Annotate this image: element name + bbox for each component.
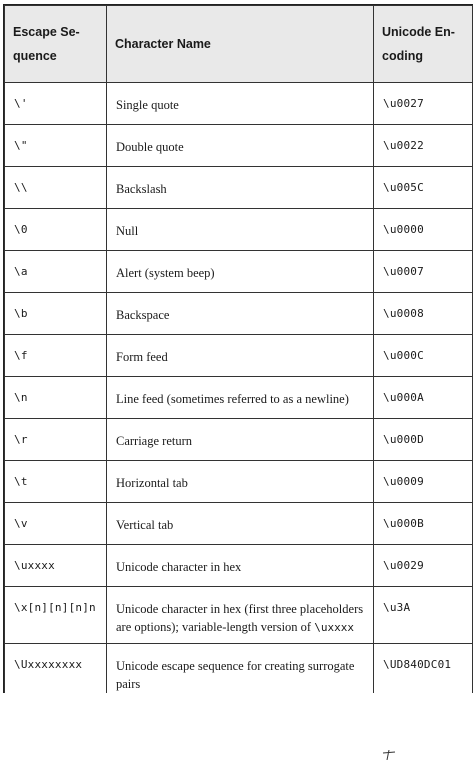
escape-cell [5,293,107,335]
unicode-cell [374,167,473,209]
unicode-cell [374,293,473,335]
character-name: Null [116,224,139,238]
escape-cell [5,503,107,545]
escape-sequence: \v [14,517,28,530]
unicode-encoding: \u0008 [383,307,424,320]
table-row [5,461,473,503]
escape-cell [5,419,107,461]
character-name: Unicode character in hex [116,560,242,574]
table-row [5,83,473,125]
escape-cell [5,125,107,167]
unicode-encoding: \u0000 [383,223,424,236]
unicode-cell [374,461,473,503]
header-escape-line2: quence [13,49,57,63]
header-unicode-encoding [374,6,473,83]
unicode-cell [374,503,473,545]
unicode-encoding: \u000D [383,433,424,446]
name-cell [107,377,374,419]
escape-cell [5,587,107,644]
escape-cell [5,461,107,503]
header-character-name [107,6,374,83]
name-cell [107,335,374,377]
header-escape-line1: Escape Se- [13,25,80,39]
escape-sequence: \r [14,433,28,446]
escape-sequence: \a [14,265,28,278]
name-cell [107,167,374,209]
character-name: Alert (system beep) [116,266,215,280]
character-name-code: \uxxxx [314,621,354,634]
character-name: Single quote [116,98,179,112]
table-row [5,335,473,377]
escape-sequence: \f [14,349,28,362]
character-name: Backspace [116,308,170,322]
header-row [5,6,473,83]
unicode-cell [374,251,473,293]
table-row [5,587,473,644]
unicode-cell [374,209,473,251]
table-row [5,377,473,419]
unicode-encoding: \u000B [383,517,424,530]
escape-cell [5,251,107,293]
escape-sequence: \uxxxx [14,559,55,572]
character-name: Carriage return [116,434,193,448]
escape-cell [5,545,107,587]
character-name: Double quote [116,140,184,154]
name-cell [107,83,374,125]
name-cell [107,644,374,694]
name-cell [107,209,374,251]
table-row [5,167,473,209]
escape-sequence: \" [14,139,28,152]
table-row [5,293,473,335]
character-name-text: Unicode character in hex (first three placeholders are options); variable-length version of [116,602,364,634]
escape-cell [5,335,107,377]
character-name: Horizontal tab [116,476,188,490]
table-row [5,503,473,545]
escape-cell [5,644,107,694]
name-cell [107,503,374,545]
name-cell [107,251,374,293]
unicode-encoding: \u0009 [383,475,424,488]
escape-sequence: \Uxxxxxxxx [14,658,83,671]
unicode-cell [374,545,473,587]
table-row [5,125,473,167]
unicode-cell [374,377,473,419]
escape-cell [5,167,107,209]
table-row [5,545,473,587]
unicode-cell [374,83,473,125]
table-row [5,209,473,251]
table-row [5,251,473,293]
escape-sequence: \t [14,475,28,488]
unicode-cell [374,644,473,694]
unicode-cell [374,419,473,461]
unicode-cell [374,335,473,377]
escape-sequence: \n [14,391,28,404]
table-row [5,419,473,461]
escape-sequence: \\ [14,181,28,194]
unicode-encoding: \u0007 [383,265,424,278]
character-name: Vertical tab [116,518,174,532]
character-name: Unicode escape sequence for creating surrogate pairs [116,659,355,691]
unicode-encoding: \UD840DC01 [383,658,452,671]
name-cell [107,293,374,335]
unicode-encoding: \u000A [383,391,424,404]
escape-table [4,5,473,693]
escape-sequence: \b [14,307,28,320]
character-name: Line feed (sometimes referred to as a newline) [116,392,349,406]
name-cell [107,125,374,167]
character-name: Backslash [116,182,167,196]
name-cell [107,419,374,461]
escape-cell [5,209,107,251]
escape-sequence: \' [14,97,28,110]
unicode-encoding: \u000C [383,349,424,362]
header-unicode-line2: coding [382,49,423,63]
character-name [107,587,373,637]
table-row [5,644,473,694]
header-name-text: Character Name [115,37,211,51]
unicode-cell [374,125,473,167]
escape-sequence-table [3,4,473,693]
name-cell [107,461,374,503]
escape-sequence: \x[n][n][n]n [14,601,96,614]
unicode-encoding: \u0027 [383,97,424,110]
unicode-encoding: \u0029 [383,559,424,572]
name-cell [107,587,374,644]
unicode-encoding: \u005C [383,181,424,194]
name-cell [107,545,374,587]
pen-mark-icon [382,750,396,760]
unicode-encoding: \u0022 [383,139,424,152]
escape-cell [5,83,107,125]
escape-cell [5,377,107,419]
unicode-encoding: \u3A [383,601,411,614]
header-escape-sequence [5,6,107,83]
unicode-cell [374,587,473,644]
character-name: Form feed [116,350,168,364]
header-unicode-line1: Unicode En- [382,25,455,39]
escape-sequence: \0 [14,223,28,236]
